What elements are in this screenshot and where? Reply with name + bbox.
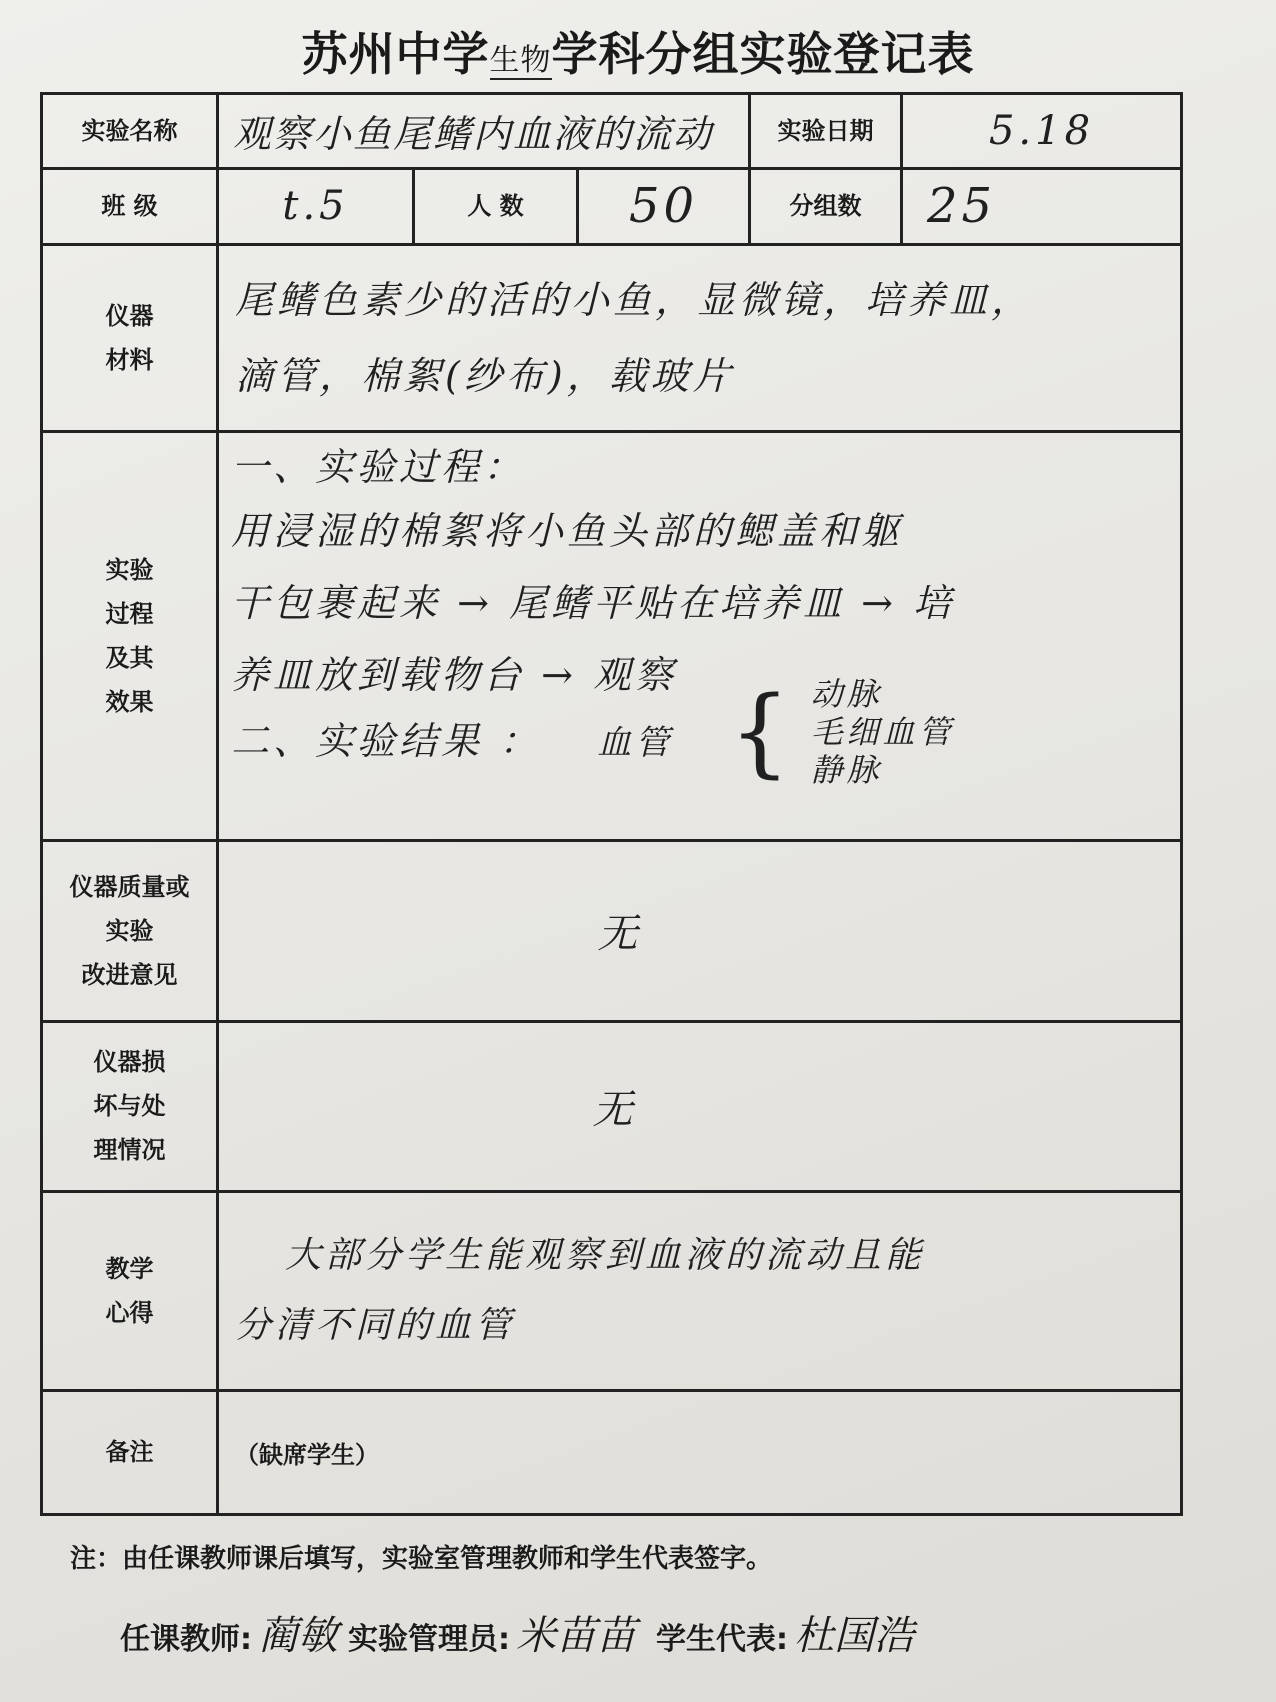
label-damage xyxy=(42,1021,218,1191)
admin-label: 实验管理员: xyxy=(348,1622,510,1657)
label-process-line: 过程 xyxy=(105,600,154,629)
label-teaching-line: 心得 xyxy=(105,1298,154,1327)
title-handwritten-subject: 生物 xyxy=(489,43,552,78)
label-class: 班 级 xyxy=(42,168,218,245)
value-quality: 无 xyxy=(218,841,1182,1021)
result-items xyxy=(810,675,954,789)
label-teaching-line: 教学 xyxy=(105,1254,154,1283)
label-teaching xyxy=(42,1191,218,1390)
student-label: 学生代表: xyxy=(656,1622,788,1657)
label-groups: 分组数 xyxy=(750,168,902,245)
title-prefix: 苏州中学 xyxy=(301,27,490,81)
label-process-line: 及其 xyxy=(105,644,154,673)
teaching-line: 大部分学生能观察到血液的流动且能 xyxy=(285,1234,926,1276)
teacher-signature: 蔺敏 xyxy=(258,1613,338,1659)
row-teaching xyxy=(42,1191,1182,1390)
result-brace-group xyxy=(729,675,954,789)
label-process xyxy=(42,431,218,840)
brace-icon: { xyxy=(729,675,795,788)
value-class: t.5 xyxy=(218,168,414,245)
value-people: 50 xyxy=(578,168,750,245)
label-materials xyxy=(42,245,218,432)
result-item: 静脉 xyxy=(810,750,883,789)
title-suffix: 学科分组实验登记表 xyxy=(551,27,975,81)
label-quality-line: 实验 xyxy=(105,916,154,945)
label-experiment-name: 实验名称 xyxy=(42,94,218,169)
label-remarks: 备注 xyxy=(42,1390,218,1514)
label-damage-line: 理情况 xyxy=(93,1136,166,1165)
row-quality xyxy=(42,841,1182,1021)
admin-signature: 米苗苗 xyxy=(516,1613,636,1659)
label-quality-line: 仪器质量或 xyxy=(69,872,190,901)
process-heading: 一、实验过程： xyxy=(231,444,526,489)
teaching-line: 分清不同的血管 xyxy=(235,1304,516,1346)
row-class-info xyxy=(42,168,1182,245)
materials-line: 滴管，棉絮(纱布)，载玻片 xyxy=(235,354,735,399)
label-process-line: 实验 xyxy=(105,556,154,585)
label-damage-line: 仪器损 xyxy=(93,1048,166,1077)
footnote: 注：由任课教师课后填写，实验室管理教师和学生代表签字。 xyxy=(70,1544,773,1574)
value-process xyxy=(218,431,1182,840)
label-materials-line: 仪器 xyxy=(105,302,154,331)
value-damage: 无 xyxy=(218,1021,1182,1191)
label-materials-line: 材料 xyxy=(105,346,154,375)
label-quality xyxy=(42,841,218,1021)
value-experiment-name: 观察小鱼尾鳍内血液的流动 xyxy=(218,94,750,169)
form-title xyxy=(0,18,1276,84)
label-quality-line: 改进意见 xyxy=(81,960,178,989)
value-groups: 25 xyxy=(902,168,1182,245)
process-line: 用浸湿的棉絮将小鱼头部的鳃盖和躯 xyxy=(231,508,904,553)
materials-line: 尾鳍色素少的活的小鱼，显微镜，培养皿， xyxy=(235,278,1034,323)
label-experiment-date: 实验日期 xyxy=(750,94,902,169)
teacher-label: 任课教师: xyxy=(120,1622,252,1657)
result-vessel: 血管 xyxy=(597,722,674,763)
process-line: 干包裹起来 → 尾鳍平贴在培养皿 → 培 xyxy=(231,580,955,625)
label-process-line: 效果 xyxy=(105,688,154,717)
label-damage-line: 坏与处 xyxy=(93,1092,166,1121)
value-teaching xyxy=(218,1191,1182,1390)
student-signature: 杜国浩 xyxy=(794,1613,914,1659)
result-item: 动脉 xyxy=(810,674,883,713)
row-process xyxy=(42,431,1182,840)
result-label: 二、实验结果 ： xyxy=(231,718,542,763)
row-remarks xyxy=(42,1390,1182,1514)
value-experiment-date: 5.18 xyxy=(902,94,1182,169)
value-remarks: （缺席学生） xyxy=(218,1390,1182,1514)
label-people: 人 数 xyxy=(414,168,578,245)
process-line: 养皿放到载物台 → 观察 xyxy=(231,652,677,697)
row-materials xyxy=(42,245,1182,432)
value-materials xyxy=(218,245,1182,432)
registration-table xyxy=(40,92,1183,1516)
row-experiment-name xyxy=(42,94,1182,169)
signature-line xyxy=(120,1604,924,1661)
row-damage xyxy=(42,1021,1182,1191)
result-item: 毛细血管 xyxy=(810,712,955,751)
